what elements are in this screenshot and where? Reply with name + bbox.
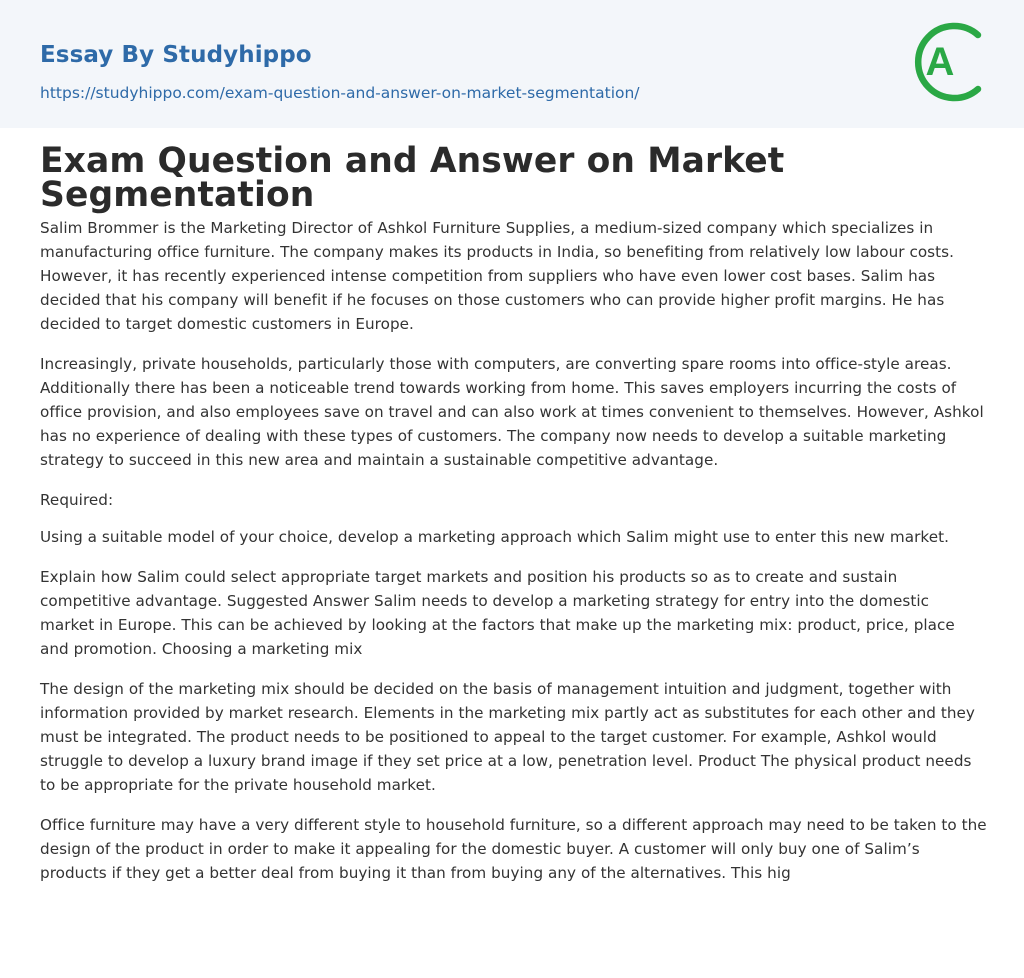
paragraph: Salim Brommer is the Marketing Director of Ashkol Furniture Supplies, a medium-sized company which specializes in manufacturing office furniture. The company makes its products in India, so benefiting from relatively low labour costs. However, it has recently experienced intense competition from suppliers who have even lower cost bases. Salim has decided that his company will benefit if he focuses on those customers who can provide higher profit margins. He has decided to target domestic customers in Europe. — [40, 219, 954, 333]
paragraph: The design of the marketing mix should be decided on the basis of management intuition and judgment, together with information provided by market research. Elements in the marketing mix partly act as substitutes for each other and they must be integrated. The product needs to be positioned to appeal to the target customer. For example, Ashkol would struggle to develop a luxury brand image if they set price at a low, penetration level. Product The physical product needs to be appropriate for the private household market. — [40, 680, 975, 794]
article — [0, 128, 1024, 885]
logo-letter: A — [925, 40, 955, 84]
paragraph: Required: — [40, 491, 114, 509]
paragraph: Using a suitable model of your choice, develop a marketing approach which Salim might use to enter this new market. — [40, 528, 949, 546]
paragraph: Increasingly, private households, particularly those with computers, are converting spare rooms into office-style areas. Additionally there has been a noticeable trend towards working from home. This saves employers incurring the costs of office provision, and also employees save on travel and can also work at times convenient to themselves. However, Ashkol has no experience of dealing with these types of customers. The company now needs to develop a suitable marketing strategy to succeed in this new area and maintain a sustainable competitive advantage. — [40, 355, 984, 469]
brand-title: Essay By Studyhippo — [40, 42, 312, 68]
site-header — [0, 0, 1024, 128]
studyhippo-logo-icon[interactable] — [912, 19, 986, 105]
paragraph: Explain how Salim could select appropriate target markets and position his products so as to create and sustain competitive advantage. Suggested Answer Salim needs to develop a marketing strategy for entry into the domestic market in Europe. This can be achieved by looking at the factors that make up the marketing mix: product, price, place and promotion. Choosing a marketing mix — [40, 568, 955, 658]
page-title: Exam Question and Answer on Market Segmentation — [40, 141, 785, 215]
paragraph: Office furniture may have a very different style to household furniture, so a different approach may need to be taken to the design of the product in order to make it appealing for the domestic buyer. A customer will only buy one of Salim’s products if they get a better deal from buying it than from buying any of the alternatives. This hig — [40, 816, 987, 882]
source-url-link[interactable]: https://studyhippo.com/exam-question-and-answer-on-market-segmentation/ — [40, 84, 640, 102]
